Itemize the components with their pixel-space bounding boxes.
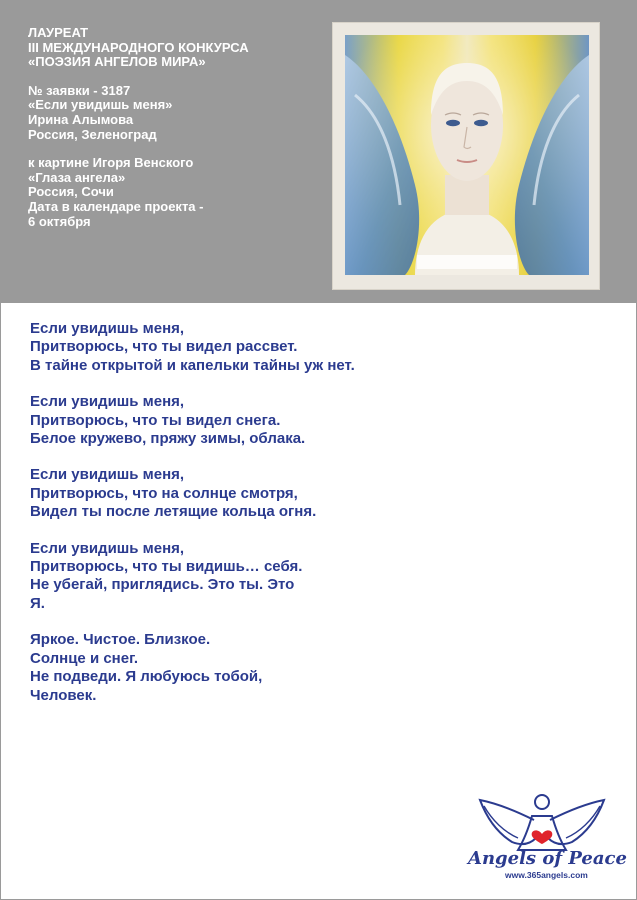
painting-location: Россия, Сочи xyxy=(28,184,114,200)
poem-line: Солнце и снег. xyxy=(30,649,138,667)
stanza xyxy=(30,320,590,375)
author-name: Ирина Алымова xyxy=(28,111,134,127)
award-line: «ПОЭЗИЯ АНГЕЛОВ МИРА» xyxy=(28,54,206,70)
poem-line: Яркое. Чистое. Близкое. xyxy=(30,631,211,649)
painting-artist: к картине Игоря Венского xyxy=(28,155,194,171)
stanza xyxy=(30,540,590,614)
poem xyxy=(30,320,590,723)
award-line: III МЕЖДУНАРОДНОГО КОНКУРСА xyxy=(28,39,249,55)
calendar-date: 6 октября xyxy=(28,213,91,229)
painting-frame xyxy=(332,22,600,290)
poem-line: Если увидишь меня, xyxy=(30,393,185,411)
painting-info-block xyxy=(28,156,318,229)
stanza xyxy=(30,393,590,448)
poem-title: «Если увидишь меня» xyxy=(28,97,173,113)
logo-title: Angels of Peace xyxy=(468,848,627,869)
entry-block xyxy=(28,84,318,142)
entry-number: № заявки - 3187 xyxy=(28,82,131,98)
header-text xyxy=(28,26,318,243)
poem-line: Видел ты после летящие кольца огня. xyxy=(30,503,317,521)
poem-line: Белое кружево, пряжу зимы, облака. xyxy=(30,430,306,448)
poem-line: Я. xyxy=(30,594,45,612)
award-block xyxy=(28,26,318,70)
poem-line: Человек. xyxy=(30,686,97,704)
poem-line: Не подведи. Я любуюсь тобой, xyxy=(30,668,263,686)
logo-url: www.365angels.com xyxy=(505,870,588,880)
poem-line: Притворюсь, что ты видел рассвет. xyxy=(30,338,298,356)
poem-line: Притворюсь, что ты видишь… себя. xyxy=(30,558,303,576)
poem-line: Если увидишь меня, xyxy=(30,539,185,557)
header-band xyxy=(0,0,637,303)
painting-title: «Глаза ангела» xyxy=(28,169,126,185)
poem-line: Если увидишь меня, xyxy=(30,320,185,337)
poem-line: Притворюсь, что ты видел снега. xyxy=(30,411,281,429)
poem-line: Притворюсь, что на солнце смотря, xyxy=(30,484,298,502)
poem-line: Не убегай, приглядись. Это ты. Это xyxy=(30,576,295,594)
author-location: Россия, Зеленоград xyxy=(28,126,157,142)
poem-line: В тайне открытой и капельки тайны уж нет. xyxy=(30,356,355,374)
stanza xyxy=(30,466,590,521)
stanza xyxy=(30,631,590,705)
award-line: ЛАУРЕАТ xyxy=(28,25,89,40)
calendar-label: Дата в календаре проекта - xyxy=(28,198,204,214)
angel-painting xyxy=(345,35,589,275)
poem-line: Если увидишь меня, xyxy=(30,466,185,484)
